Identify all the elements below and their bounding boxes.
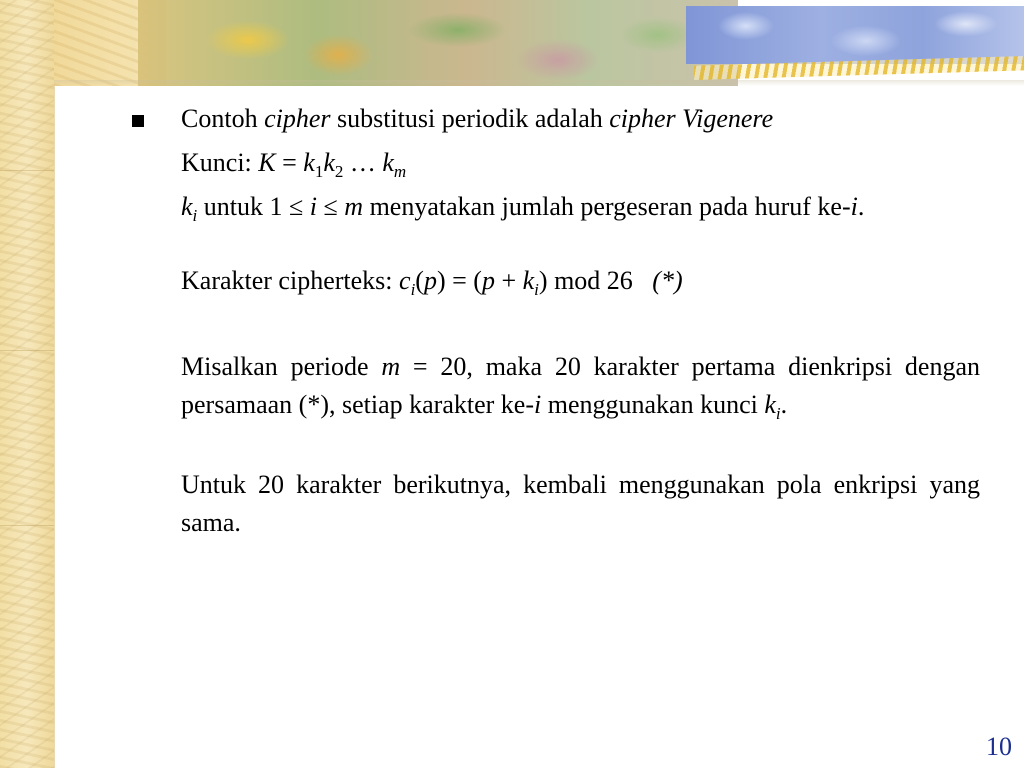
slide-body <box>132 100 980 542</box>
strip-seam <box>0 350 54 351</box>
ciphertext-formula <box>132 262 980 300</box>
math-sub: m <box>393 162 407 181</box>
math-var: i <box>309 192 318 221</box>
text: menggunakan kunci <box>541 390 765 419</box>
text: Contoh <box>181 104 265 133</box>
math-var: k <box>323 148 335 177</box>
text: menyatakan jumlah pergeseran pada huruf ke- <box>363 192 851 221</box>
banner-shadow <box>54 80 1024 86</box>
text: . <box>780 390 788 419</box>
text: = 20, maka 20 karakter pertama dienkripsi dengan persamaan (*), setiap karakter ke- <box>181 352 980 419</box>
math-op: + <box>494 266 523 295</box>
text: substitusi periodik adalah <box>330 104 610 133</box>
math-op: ) mod 26 <box>538 266 653 295</box>
math-var: m <box>381 352 401 381</box>
math-var: k <box>382 148 394 177</box>
math-var: k <box>181 192 193 221</box>
banner-blue-flowers-image <box>686 6 1024 64</box>
text: untuk 1 ≤ <box>197 192 310 221</box>
strip-seam <box>0 170 54 171</box>
math-var: k <box>522 266 535 295</box>
bullet-item <box>132 100 980 138</box>
top-decorative-banner <box>54 0 1024 86</box>
math-sub: i <box>192 206 198 225</box>
formula-label: Karakter cipherteks: <box>181 266 400 295</box>
math-sub: i <box>534 280 539 299</box>
math-op: ) = ( <box>436 266 482 295</box>
math-op: = <box>275 148 304 177</box>
math-op: ( <box>415 266 424 295</box>
math-op: … <box>343 148 383 177</box>
math-var: m <box>344 192 364 221</box>
strip-seam <box>0 525 54 526</box>
math-var: c <box>399 266 411 295</box>
math-var: k <box>764 390 776 419</box>
math-var: k <box>303 148 315 177</box>
repeat-paragraph: Untuk 20 karakter berikutnya, kembali menggunakan pola enkripsi yang sama. <box>181 470 980 537</box>
slide-number: 10 <box>986 732 1012 761</box>
text: . <box>857 192 865 221</box>
math-sub: i <box>775 404 781 423</box>
math-var: p <box>481 266 495 295</box>
period-paragraph <box>132 348 980 424</box>
math-sub: 1 <box>314 162 324 181</box>
ki-explanation <box>132 188 980 226</box>
left-decorative-strip <box>0 0 55 768</box>
math-var: i <box>850 192 858 221</box>
math-op: ≤ <box>317 192 345 221</box>
key-definition <box>132 144 980 182</box>
italic-text: cipher Vigenere <box>609 104 774 133</box>
math-sub: 2 <box>334 162 344 181</box>
math-var: p <box>423 266 437 295</box>
equation-tag: (*) <box>652 266 683 295</box>
banner-leaves-image <box>138 0 738 86</box>
math-sub: i <box>410 280 416 299</box>
square-bullet-icon <box>132 115 144 127</box>
math-var: K <box>258 148 276 177</box>
key-label: Kunci: <box>181 148 259 177</box>
text: Misalkan periode <box>181 352 382 381</box>
math-var: i <box>533 390 542 419</box>
italic-text: cipher <box>264 104 331 133</box>
